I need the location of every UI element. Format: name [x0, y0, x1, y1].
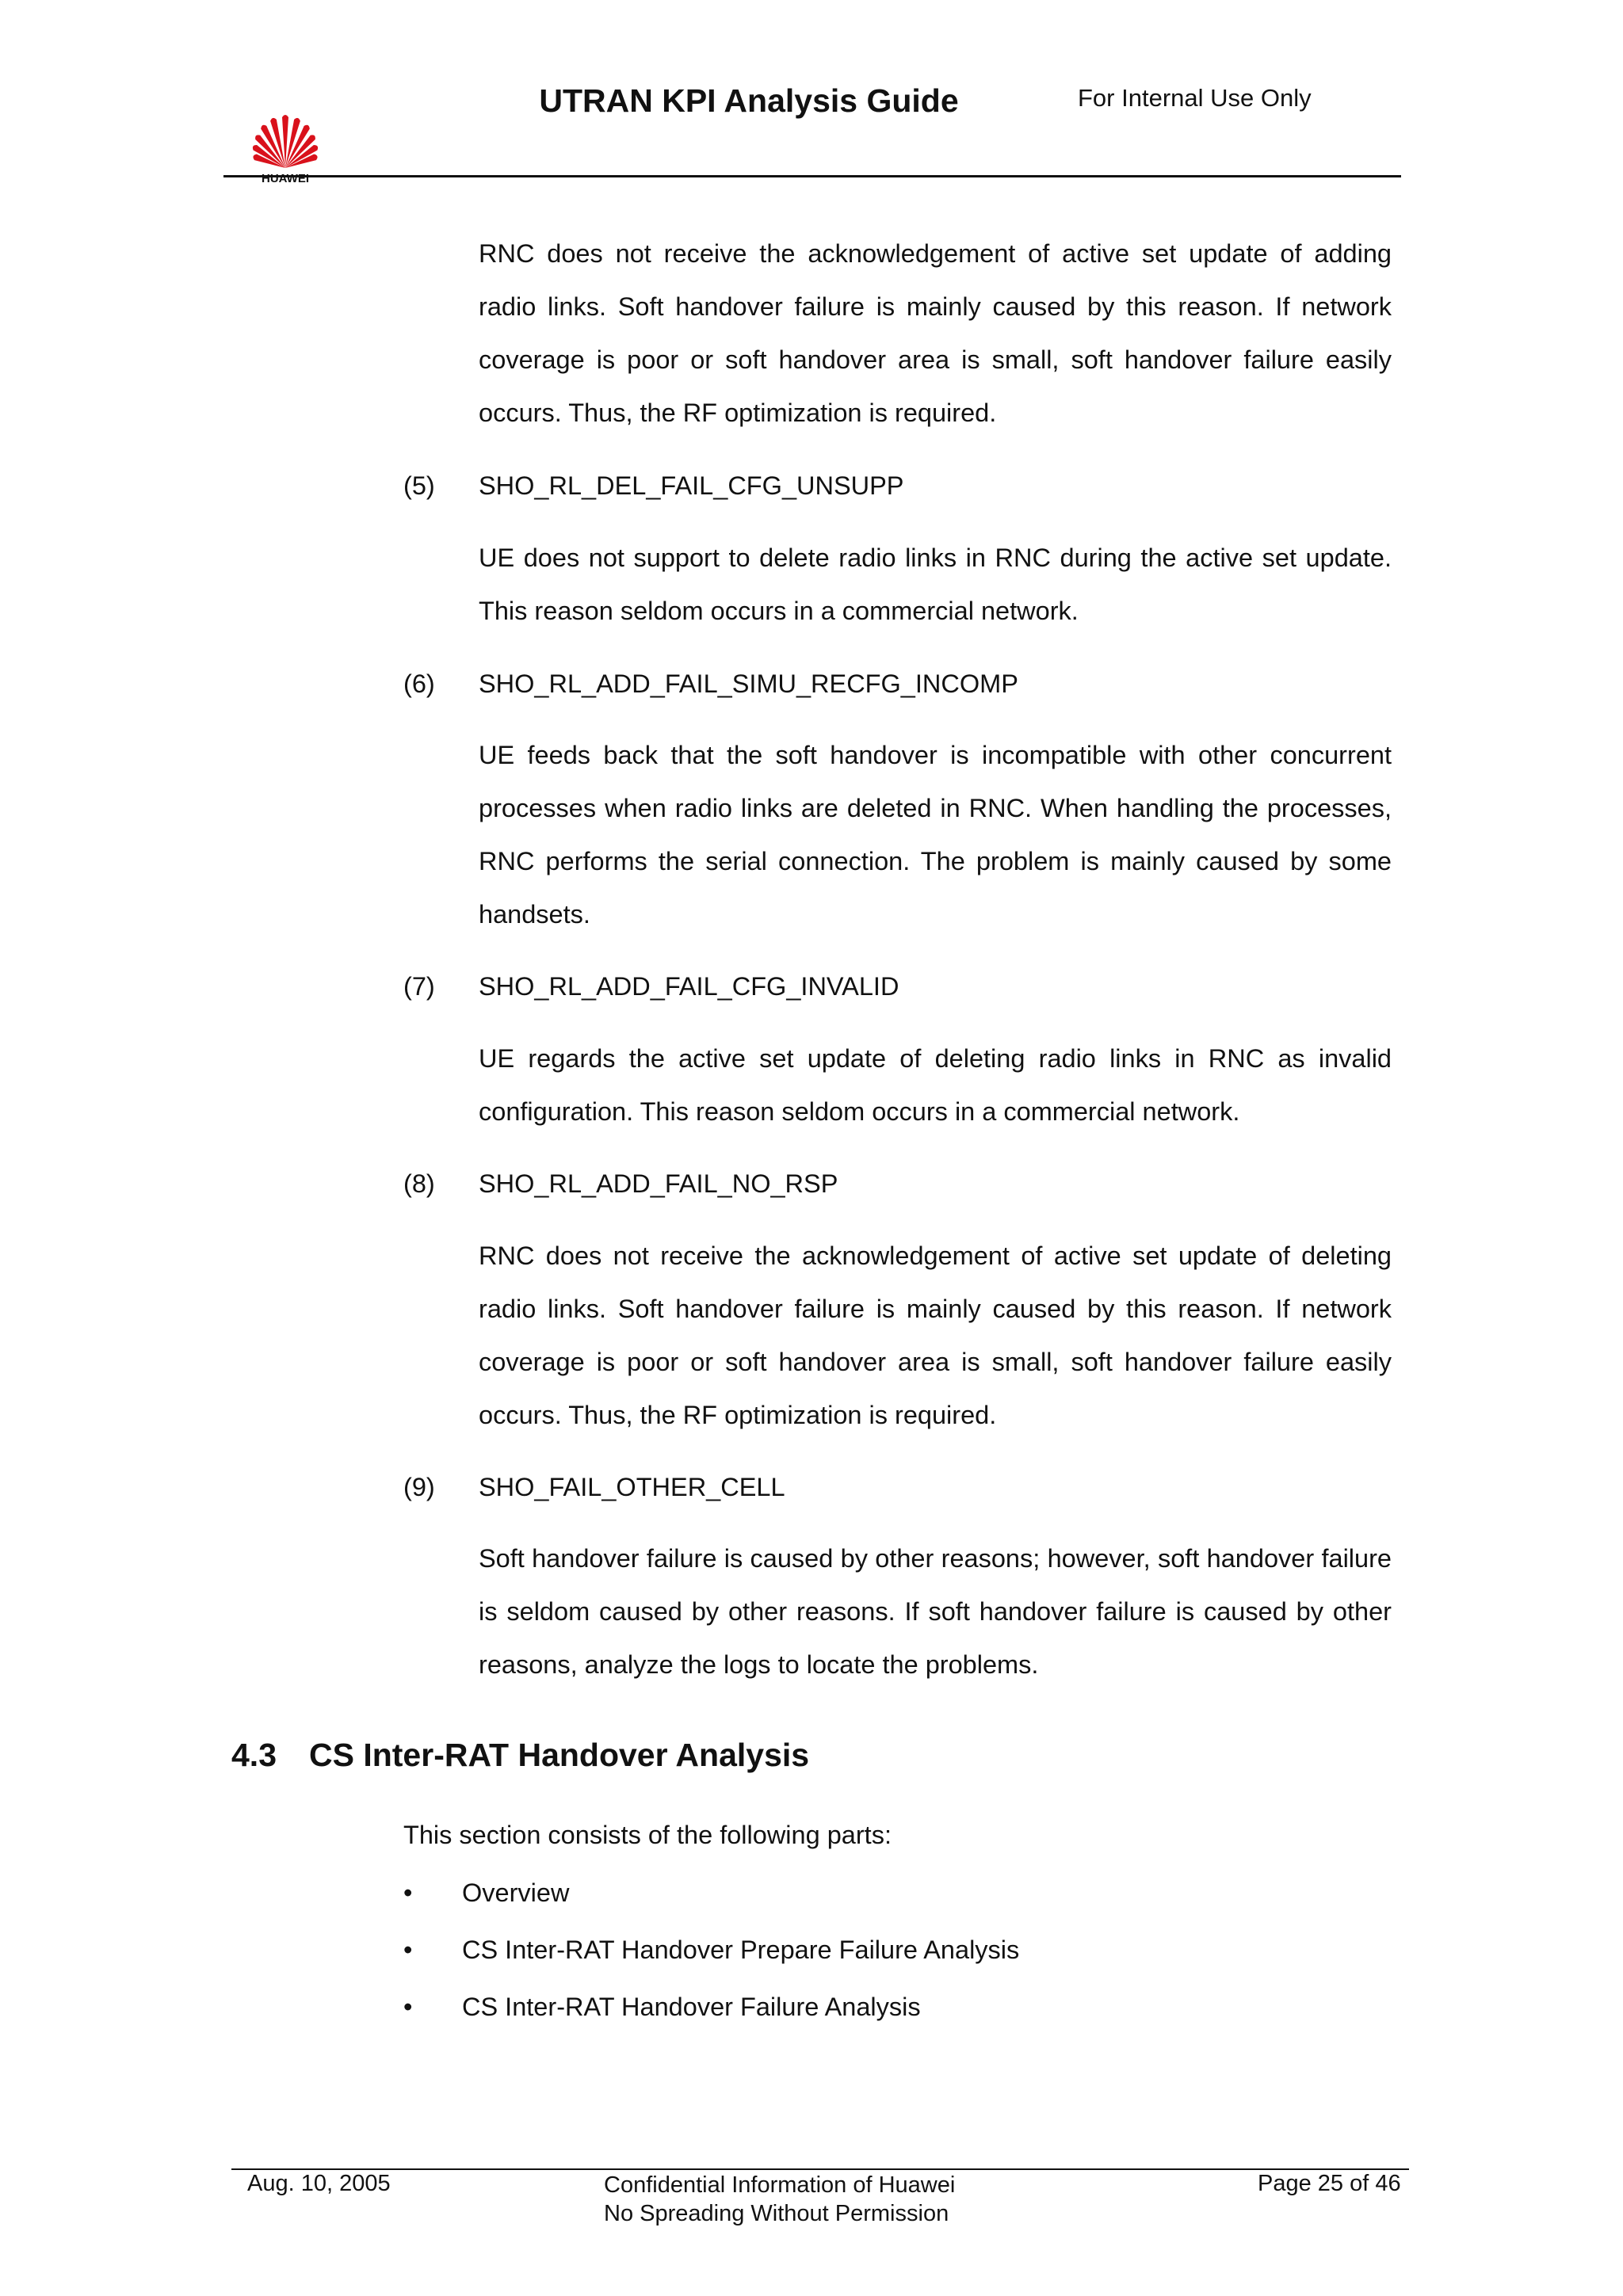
list-item — [403, 1867, 569, 1920]
item-description: UE does not support to delete radio links in RNC during the active set update. This reason seldom occurs in a commercial network. — [479, 543, 1392, 625]
section-title: CS Inter-RAT Handover Analysis — [309, 1737, 810, 1773]
item-description: UE feeds back that the soft handover is incompatible with other concurrent processes when radio links are deleted in RNC. When handling the processes, RNC performs the serial connection. The problem is mainly caused by some handsets. — [479, 741, 1392, 929]
confidential-line-2: No Spreading Without Permission — [604, 2201, 949, 2226]
list-item-text: CS Inter-RAT Handover Prepare Failure Analysis — [462, 1936, 1020, 1964]
list-item-text: Overview — [462, 1878, 570, 1907]
bullet-icon: • — [403, 1936, 413, 1964]
classification-label: For Internal Use Only — [1078, 84, 1312, 112]
item-number: (8) — [403, 1169, 435, 1198]
item-code: SHO_FAIL_OTHER_CELL — [479, 1473, 785, 1501]
list-item-text: CS Inter-RAT Handover Failure Analysis — [462, 1993, 921, 2021]
huawei-logo — [238, 95, 333, 182]
item-code: SHO_RL_DEL_FAIL_CFG_UNSUPP — [479, 471, 904, 500]
continuation-paragraph: RNC does not receive the acknowledgement of active set update of adding radio links. Soft handover failure is mainly caused by this reason. If network coverage is poor or soft handover area is small, soft handover failure easily occurs. Thus, the RF optimization is required. — [479, 239, 1392, 427]
section-heading — [231, 1737, 809, 1774]
document-title: UTRAN KPI Analysis Guide — [539, 82, 959, 119]
item-number: (5) — [403, 471, 435, 500]
footer-confidential — [604, 2171, 955, 2228]
footer-page-number: Page 25 of 46 — [1258, 2171, 1401, 2196]
footer-divider — [231, 2168, 1409, 2170]
item-code: SHO_RL_ADD_FAIL_NO_RSP — [479, 1169, 838, 1198]
list-item — [403, 1924, 1019, 1977]
item-code: SHO_RL_ADD_FAIL_CFG_INVALID — [479, 972, 899, 1001]
item-number: (6) — [403, 669, 435, 698]
section-intro: This section consists of the following parts: — [403, 1821, 892, 1849]
item-number: (7) — [403, 972, 435, 1001]
section-number: 4.3 — [231, 1737, 277, 1773]
item-number: (9) — [403, 1473, 435, 1501]
item-code: SHO_RL_ADD_FAIL_SIMU_RECFG_INCOMP — [479, 669, 1018, 698]
item-description: RNC does not receive the acknowledgement of active set update of deleting radio links. Soft handover failure is mainly caused by this reason. If network coverage is poor or soft handover area is small, soft handover failure easily occurs. Thus, the RF optimization is required. — [479, 1241, 1392, 1429]
list-item — [403, 1981, 921, 2034]
bullet-icon: • — [403, 1993, 413, 2021]
header-divider — [223, 175, 1401, 177]
item-description: UE regards the active set update of deleting radio links in RNC as invalid configuration. This reason seldom occurs in a commercial network. — [479, 1044, 1392, 1126]
item-description: Soft handover failure is caused by other reasons; however, soft handover failure is seldom caused by other reasons. If soft handover failure is caused by other reasons, analyze the logs to locate the problems. — [479, 1544, 1392, 1679]
bullet-icon: • — [403, 1878, 413, 1907]
confidential-line-1: Confidential Information of Huawei — [604, 2172, 956, 2198]
footer-date: Aug. 10, 2005 — [247, 2171, 391, 2196]
